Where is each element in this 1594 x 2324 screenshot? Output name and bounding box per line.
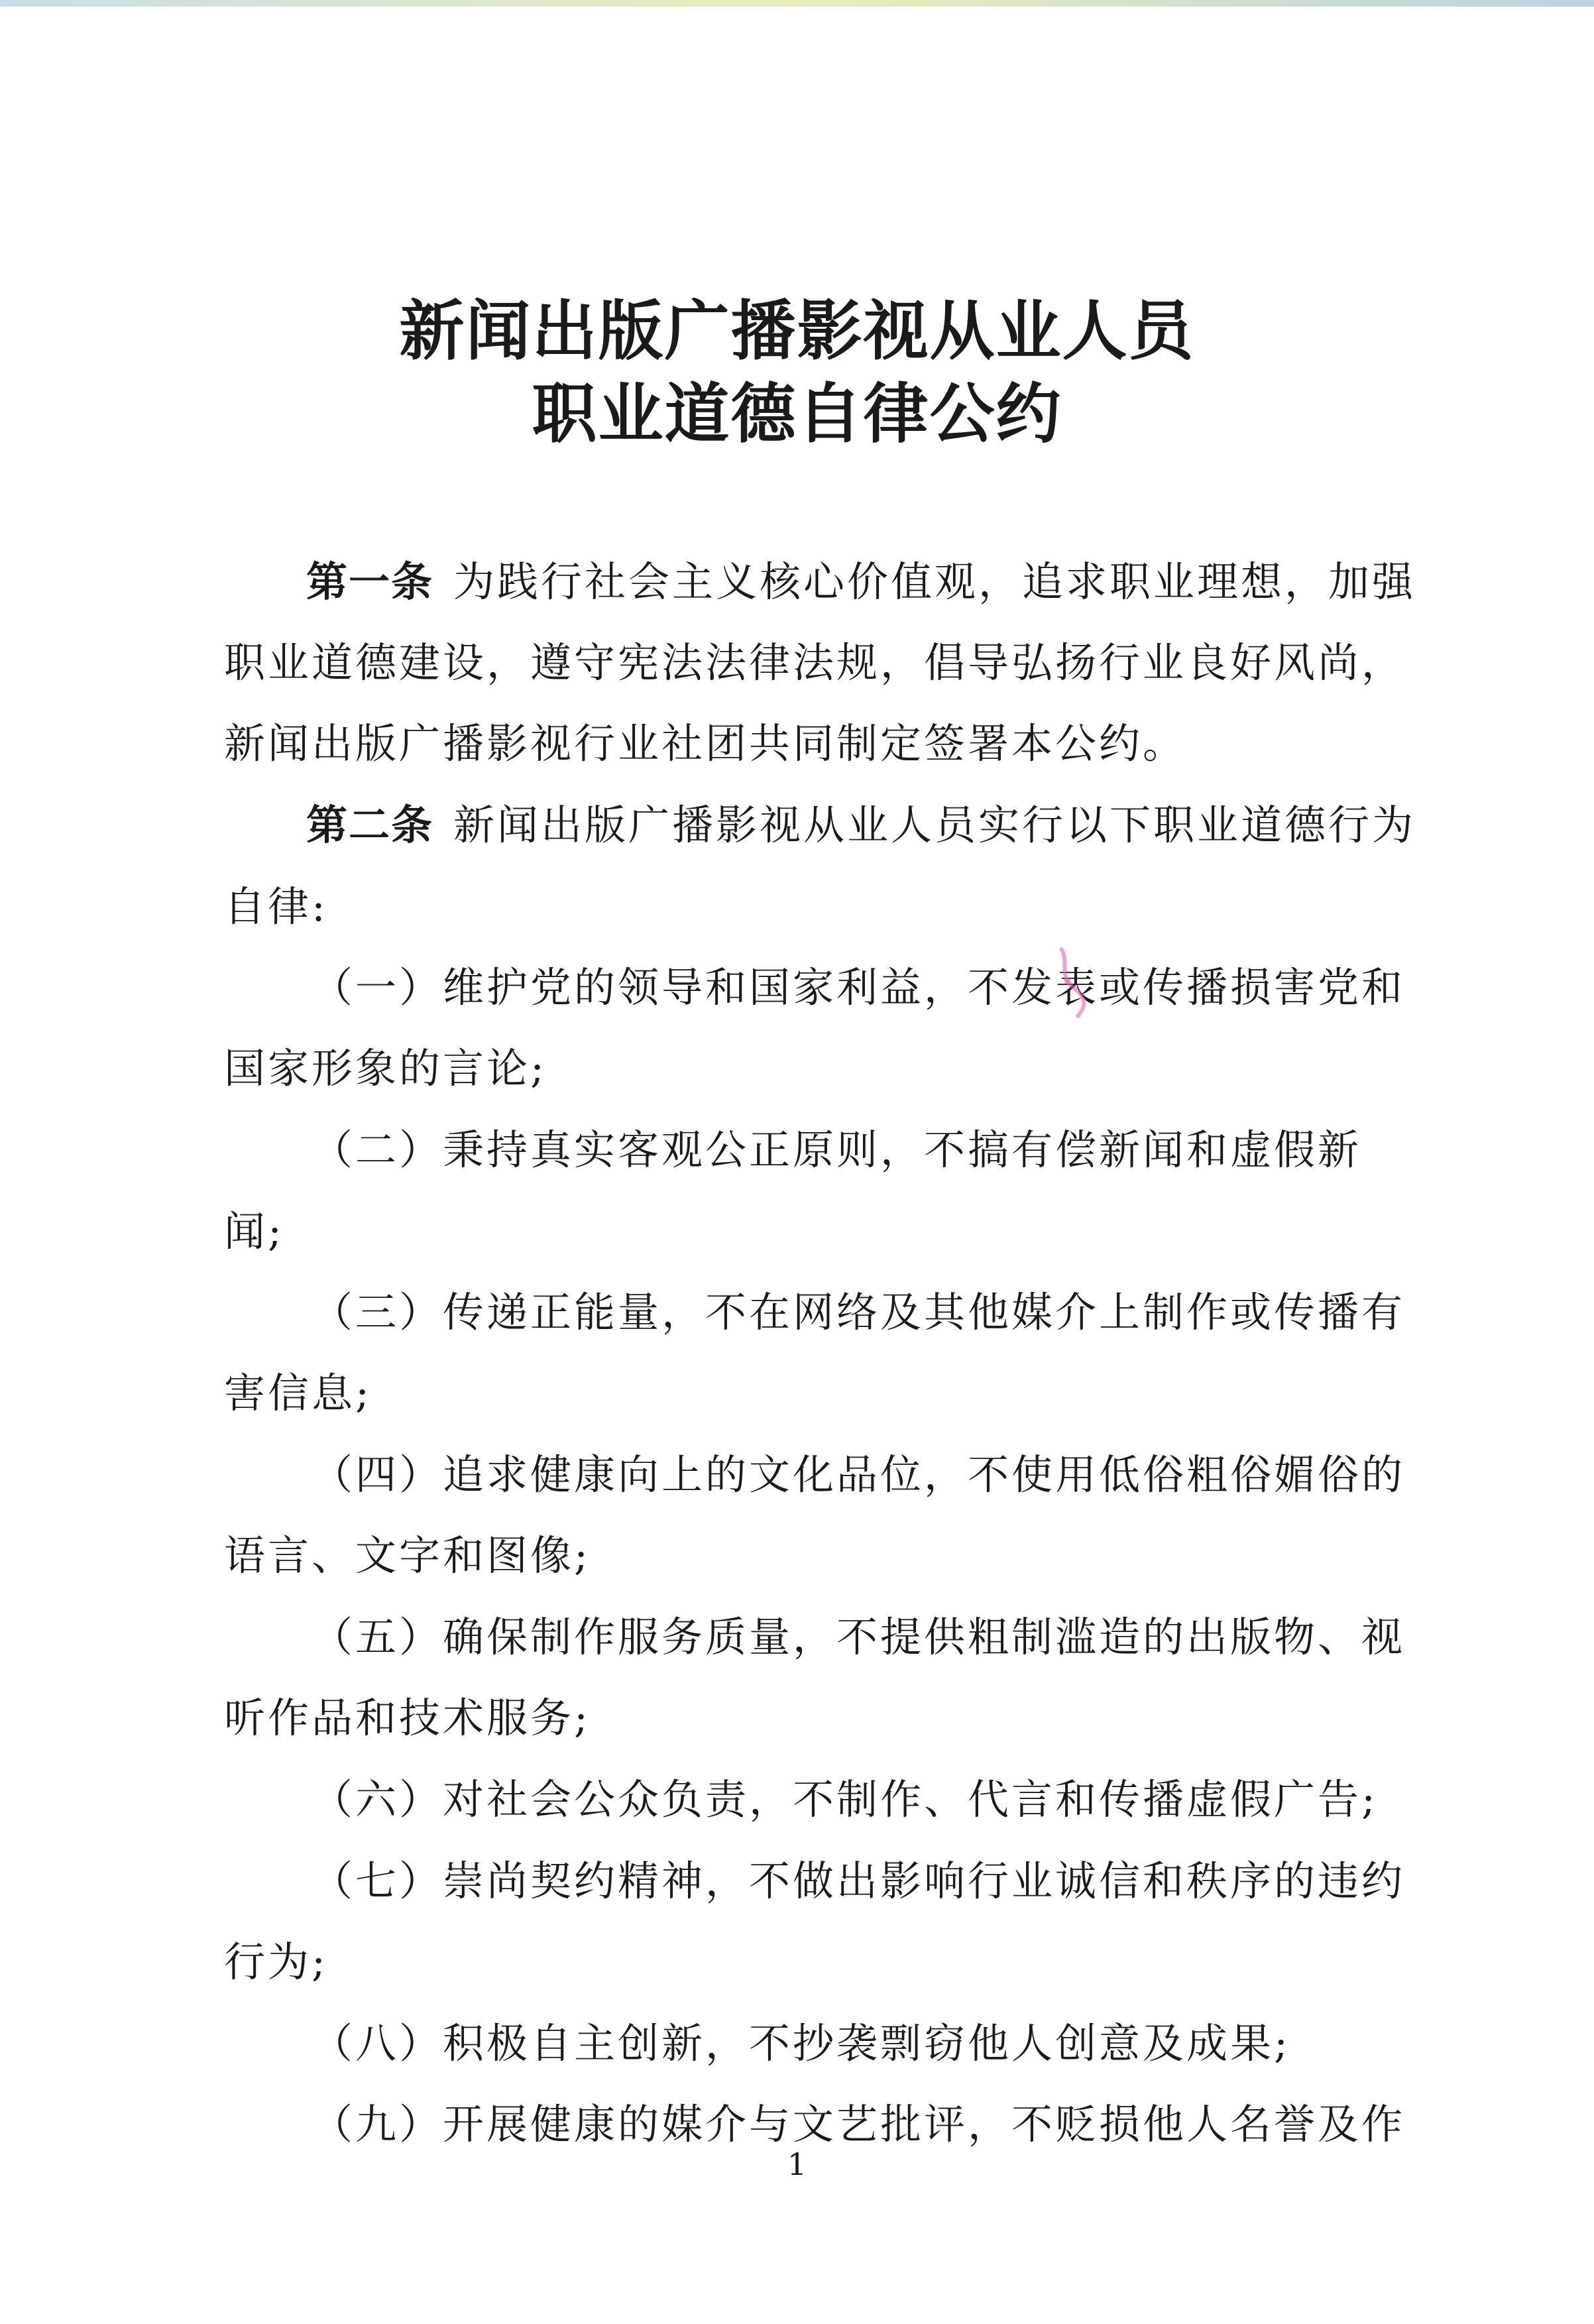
item2-line1: （二）秉持真实客观公正原则，不搞有偿新闻和虚假新	[312, 1126, 1362, 1174]
article2-line1	[306, 799, 1416, 852]
item3-line1: （三）传递正能量，不在网络及其他媒介上制作或传播有	[312, 1288, 1406, 1336]
item8-line1: （八）积极自主创新，不抄袭剽窃他人创意及成果;	[312, 2019, 1290, 2067]
page-number: 1	[787, 2146, 807, 2182]
item3-line2: 害信息;	[224, 1369, 372, 1417]
item1-line2: 国家形象的言论;	[224, 1044, 547, 1092]
item5-line2: 听作品和技术服务;	[224, 1694, 591, 1742]
article2-label: 第二条	[306, 801, 434, 849]
item5-line1: （五）确保制作服务质量，不提供粗制滥造的出版物、视	[312, 1613, 1406, 1661]
item9-line1: （九）开展健康的媒介与文艺批评，不贬损他人名誉及作	[312, 2100, 1406, 2148]
document-title-line2: 职业道德自律公约	[532, 376, 1062, 452]
item2-line2: 闻;	[224, 1207, 284, 1255]
article2-text1: 新闻出版广播影视从业人员实行以下职业道德行为	[453, 801, 1416, 849]
item4-line2: 语言、文字和图像;	[224, 1531, 591, 1580]
article1-line2: 职业道德建设，遵守宪法法律法规，倡导弘扬行业良好风尚，	[224, 638, 1406, 687]
item1-line1: （一）维护党的领导和国家利益，不发表或传播损害党和	[312, 963, 1406, 1012]
article1-label: 第一条	[306, 557, 434, 606]
item7-line1: （七）崇尚契约精神，不做出影响行业诚信和秩序的违约	[312, 1857, 1406, 1905]
article1-line3: 新闻出版广播影视行业社团共同制定签署本公约。	[224, 719, 1187, 768]
item6-line1: （六）对社会公众负责，不制作、代言和传播虚假广告;	[312, 1775, 1378, 1824]
item4-line1: （四）追求健康向上的文化品位，不使用低俗粗俗媚俗的	[312, 1450, 1406, 1499]
article2-line2: 自律:	[224, 882, 328, 931]
article1-text1: 为践行社会主义核心价值观，追求职业理想，加强	[453, 557, 1416, 606]
article1-line1	[306, 555, 1416, 609]
document-title-line1: 新闻出版广播影视从业人员	[399, 293, 1195, 369]
item7-line2: 行为;	[224, 1938, 328, 1986]
